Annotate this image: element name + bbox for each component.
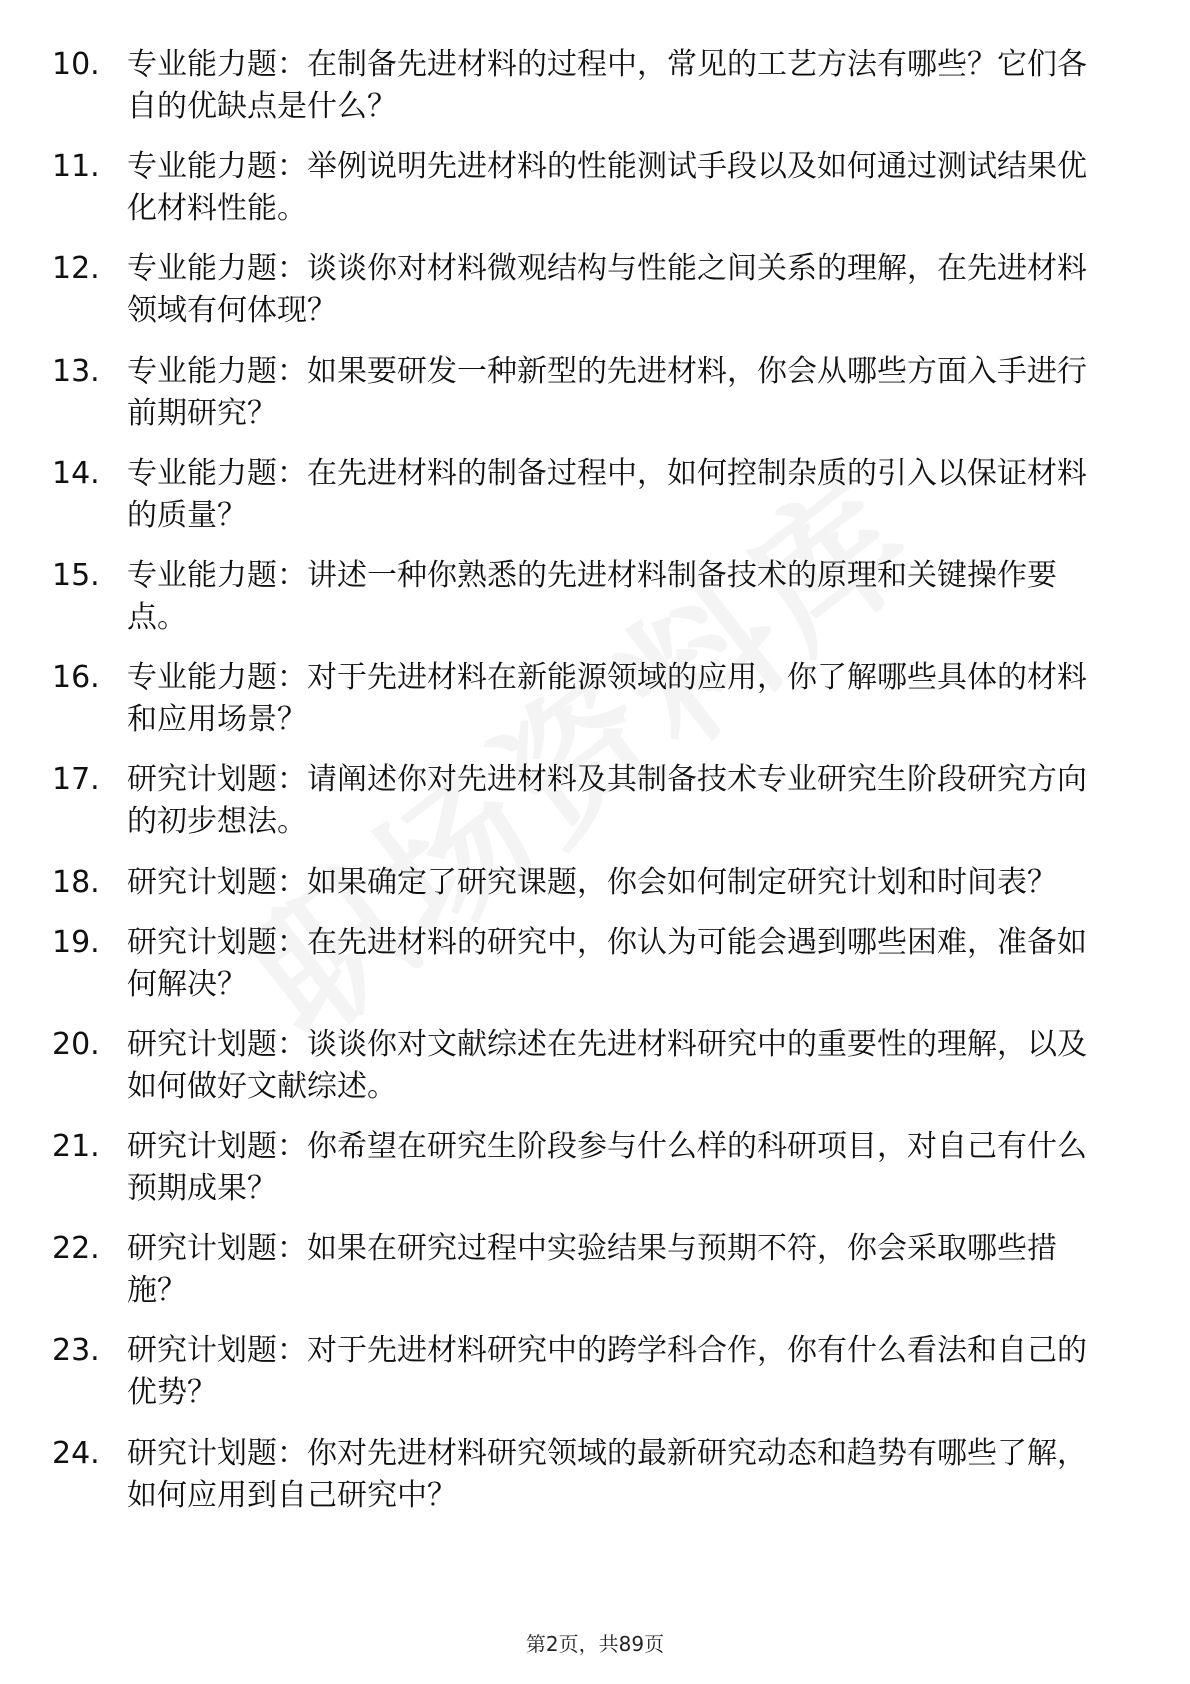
question-text: 对于先进材料在新能源领域的应用，你了解哪些具体的材料和应用场景？ <box>127 660 1087 738</box>
question-category: 研究计划题： <box>127 864 307 900</box>
question-body <box>127 1024 1112 1108</box>
question-body <box>127 759 1112 843</box>
list-item <box>52 1433 1112 1517</box>
question-number: 20. <box>52 1026 100 1062</box>
question-number: 16. <box>52 660 100 696</box>
question-text: 如果确定了研究课题，你会如何制定研究计划和时间表？ <box>307 864 1057 900</box>
list-item <box>52 453 1112 537</box>
question-body <box>127 351 1112 435</box>
question-number: 15. <box>52 557 100 593</box>
page-number-label: 第2页，共89页 <box>525 1632 665 1656</box>
question-category: 研究计划题： <box>127 1333 307 1369</box>
list-item <box>52 1330 1112 1414</box>
question-category: 研究计划题： <box>127 1129 307 1165</box>
question-number: 10. <box>52 47 100 82</box>
list-item <box>52 922 1112 1006</box>
question-text: 在先进材料的制备过程中，如何控制杂质的引入以保证材料的质量？ <box>127 455 1087 533</box>
list-item <box>52 555 1112 639</box>
question-text: 请阐述你对先进材料及其制备技术专业研究生阶段研究方向的初步想法。 <box>127 762 1087 840</box>
question-number: 14. <box>52 455 100 491</box>
list-item <box>52 1126 1112 1210</box>
question-category: 专业能力题： <box>127 251 307 287</box>
list-item <box>52 657 1112 741</box>
question-number: 13. <box>52 353 100 389</box>
question-number: 18. <box>52 864 100 900</box>
question-category: 研究计划题： <box>127 1026 307 1062</box>
question-text: 你对先进材料研究领域的最新研究动态和趋势有哪些了解，如何应用到自己研究中？ <box>127 1435 1087 1513</box>
question-category: 专业能力题： <box>127 353 307 389</box>
list-item <box>52 1228 1112 1312</box>
question-category: 研究计划题： <box>127 924 307 960</box>
question-text: 讲述一种你熟悉的先进材料制备技术的原理和关键操作要点。 <box>127 557 1057 635</box>
question-text: 如果要研发一种新型的先进材料，你会从哪些方面入手进行前期研究？ <box>127 353 1087 431</box>
question-category: 研究计划题： <box>127 1231 307 1267</box>
question-body <box>127 44 1112 128</box>
question-list <box>52 44 1112 1535</box>
question-category: 研究计划题： <box>127 762 307 798</box>
question-body <box>127 922 1112 1006</box>
question-number: 24. <box>52 1435 100 1471</box>
question-text: 谈谈你对文献综述在先进材料研究中的重要性的理解，以及如何做好文献综述。 <box>127 1026 1087 1104</box>
question-category: 专业能力题： <box>127 149 307 185</box>
question-text: 对于先进材料研究中的跨学科合作，你有什么看法和自己的优势？ <box>127 1333 1087 1411</box>
list-item <box>52 1024 1112 1108</box>
question-category: 专业能力题： <box>127 660 307 696</box>
question-body <box>127 453 1112 537</box>
list-item <box>52 44 1112 128</box>
question-number: 23. <box>52 1333 100 1369</box>
question-text: 如果在研究过程中实验结果与预期不符，你会采取哪些措施？ <box>127 1231 1057 1309</box>
question-body <box>127 1433 1112 1517</box>
question-text: 在先进材料的研究中，你认为可能会遇到哪些困难，准备如何解决？ <box>127 924 1087 1002</box>
question-text: 在制备先进材料的过程中，常见的工艺方法有哪些？它们各自的优缺点是什么？ <box>127 47 1087 124</box>
question-category: 专业能力题： <box>127 455 307 491</box>
question-text: 你希望在研究生阶段参与什么样的科研项目，对自己有什么预期成果？ <box>127 1129 1087 1207</box>
question-category: 研究计划题： <box>127 1435 307 1471</box>
question-number: 19. <box>52 924 100 960</box>
list-item <box>52 759 1112 843</box>
question-number: 12. <box>52 251 100 287</box>
question-number: 21. <box>52 1129 100 1165</box>
list-item <box>52 146 1112 230</box>
list-item <box>52 248 1112 332</box>
question-category: 专业能力题： <box>127 557 307 593</box>
question-number: 22. <box>52 1231 100 1267</box>
question-number: 11. <box>52 149 100 185</box>
page-footer <box>0 1628 1190 1657</box>
question-body <box>127 248 1112 332</box>
question-body <box>127 146 1112 230</box>
question-text: 谈谈你对材料微观结构与性能之间关系的理解，在先进材料领域有何体现？ <box>127 251 1087 329</box>
question-body <box>127 862 1112 904</box>
list-item <box>52 862 1112 904</box>
question-category: 专业能力题： <box>127 47 307 82</box>
question-text: 举例说明先进材料的性能测试手段以及如何通过测试结果优化材料性能。 <box>127 149 1087 227</box>
question-body <box>127 657 1112 741</box>
question-body <box>127 1228 1112 1312</box>
list-item <box>52 351 1112 435</box>
question-body <box>127 1330 1112 1414</box>
question-body <box>127 1126 1112 1210</box>
question-number: 17. <box>52 762 100 798</box>
question-body <box>127 555 1112 639</box>
